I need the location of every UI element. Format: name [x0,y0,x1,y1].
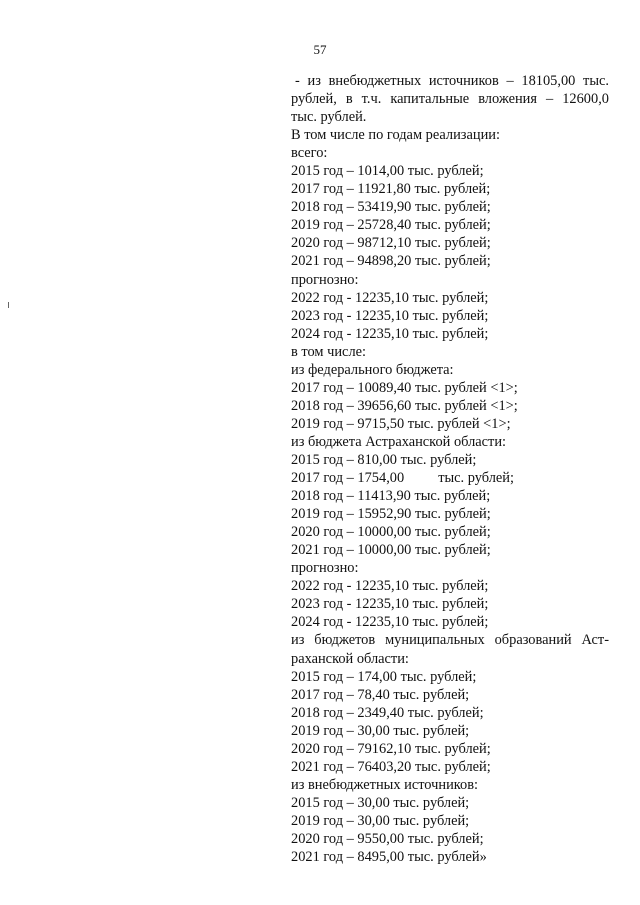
text-line: 2023 год - 12235,10 тыс. рублей; [291,307,489,324]
text-line: 2022 год - 12235,10 тыс. рублей; [291,578,489,595]
text-line: 2015 год – 1014,00 тыс. рублей; [291,163,484,180]
text-line: 2020 год – 98712,10 тыс. рублей; [291,235,491,252]
text-line: 2017 год – 10089,40 тыс. рублей <1>; [291,379,518,396]
text-line: 2024 год - 12235,10 тыс. рублей; [291,614,489,631]
page-number: 57 [313,42,327,57]
text-line: из бюджета Астраханской области: [291,433,507,450]
text-line: 2015 год – 810,00 тыс. рублей; [291,451,477,468]
text-line: 2018 год – 53419,90 тыс. рублей; [291,199,491,216]
text-line: 2018 год – 2349,40 тыс. рублей; [291,704,484,721]
scan-speck [8,302,9,308]
text-line: 2017 год – 78,40 тыс. рублей; [291,686,470,703]
document-body [291,72,609,866]
text-line: всего: [291,145,328,162]
text-line: 2019 год – 30,00 тыс. рублей; [291,722,470,739]
text-line: 2024 год - 12235,10 тыс. рублей; [291,325,489,342]
text-line: - из внебюджетных источников – 18105,00 тыс. [295,73,609,89]
text-line: В том числе по годам реализации: [291,127,500,144]
text-line: прогнозно: [291,560,359,577]
text-line: 2020 год – 10000,00 тыс. рублей; [291,524,491,541]
text-line: 2018 год – 11413,90 тыс. рублей; [291,488,491,505]
text-line [291,469,609,487]
text-line: 2018 год – 39656,60 тыс. рублей <1>; [291,397,518,414]
text-line: в том числе: [291,343,367,360]
text-line: прогнозно: [291,271,359,288]
text-line: из бюджетов муниципальных образований Аст- [291,632,609,649]
text-line: 2022 год - 12235,10 тыс. рублей; [291,289,489,306]
text-line: 2019 год – 25728,40 тыс. рублей; [291,217,491,234]
text-line: из внебюджетных источников: [291,776,479,793]
text-line: 2019 год – 9715,50 тыс. рублей <1>; [291,415,511,432]
text-fragment: 2017 год – 1754,00 [291,470,405,487]
text-line: 2021 год – 10000,00 тыс. рублей; [291,542,491,559]
text-line: 2019 год – 15952,90 тыс. рублей; [291,506,491,523]
text-line: тыс. рублей. [291,109,367,126]
text-line: рублей, в т.ч. капитальные вложения – 12600,0 [291,91,609,108]
text-line: раханской области: [291,650,409,667]
text-line: 2020 год – 9550,00 тыс. рублей; [291,830,484,847]
text-line: 2023 год - 12235,10 тыс. рублей; [291,596,489,613]
text-line: 2021 год – 8495,00 тыс. рублей» [291,849,487,866]
text-line: 2021 год – 94898,20 тыс. рублей; [291,253,491,270]
text-line: 2021 год – 76403,20 тыс. рублей; [291,758,491,775]
text-fragment: тыс. рублей; [438,470,514,487]
text-line: 2015 год – 30,00 тыс. рублей; [291,794,470,811]
text-line: 2017 год – 11921,80 тыс. рублей; [291,181,491,198]
text-line: 2015 год – 174,00 тыс. рублей; [291,668,477,685]
text-line: 2019 год – 30,00 тыс. рублей; [291,812,470,829]
text-line: 2020 год – 79162,10 тыс. рублей; [291,740,491,757]
text-line: из федерального бюджета: [291,361,454,378]
